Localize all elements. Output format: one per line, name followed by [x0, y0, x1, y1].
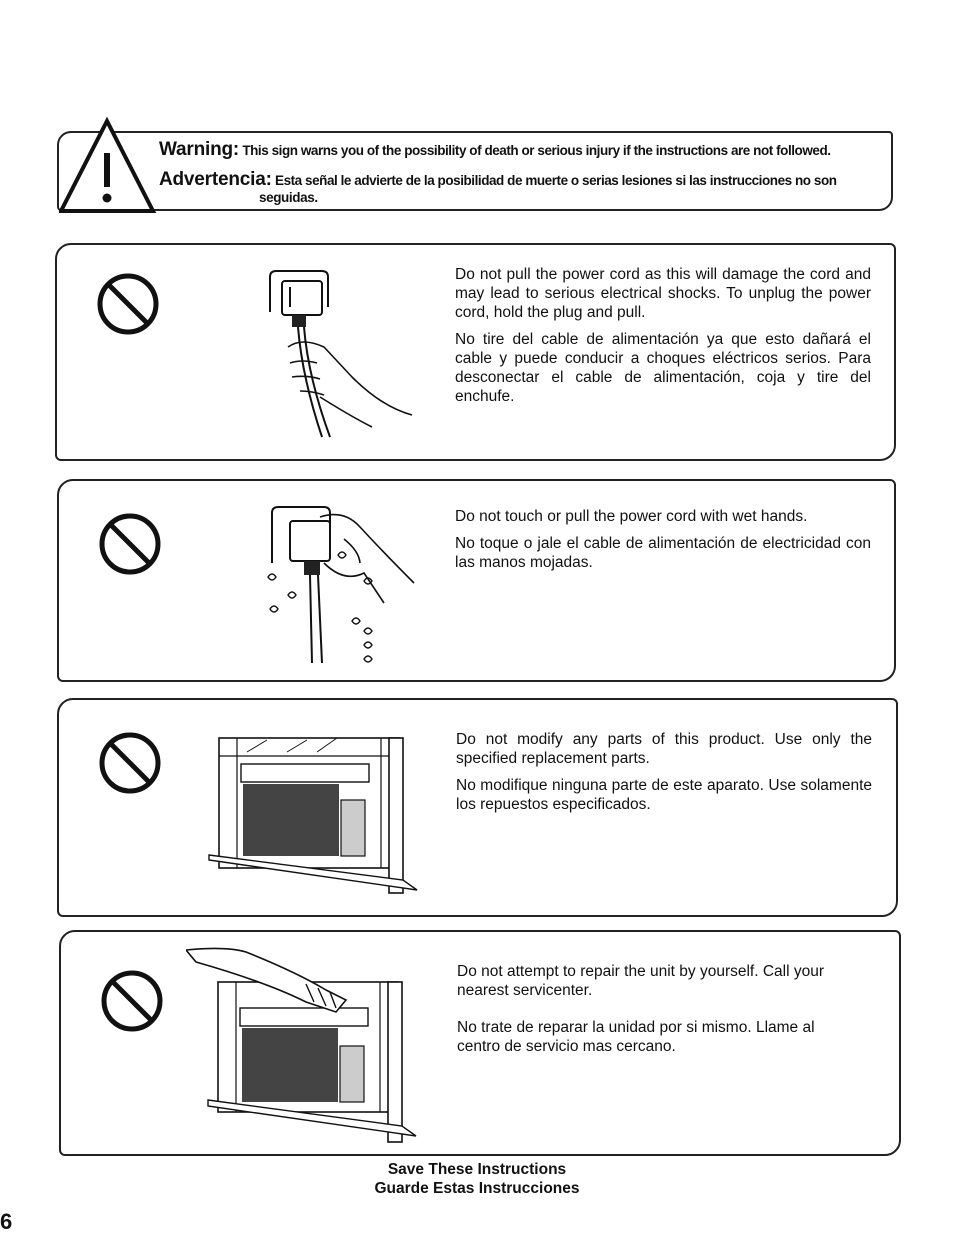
instruction-en-4: Do not attempt to repair the unit by yourself. Call your nearest servicenter. [457, 963, 825, 999]
instruction-es-2: No toque o jale el cable de alimentación de electricidad con las manos mojadas. [455, 535, 871, 571]
instruction-es-3: No modifique ninguna parte de este aparato. Use solamente los repuestos especificados. [456, 777, 872, 813]
warning-box [57, 131, 893, 211]
prohibition-icon [97, 730, 163, 796]
repair-attempt-illustration [186, 942, 431, 1147]
instruction-es-1: No tire del cable de alimentación ya que esto dañará el cable y puede conducir a choques eléctricos serios. Para desconectar el cable de alimentación, coja y tire del enchufe. [455, 331, 871, 405]
instruction-panel-1 [55, 243, 896, 461]
warning-heading-es: Advertencia: [159, 168, 272, 190]
footer-line-en: Save These Instructions [387, 1161, 567, 1178]
instruction-es-4: No trate de reparar la unidad por si mismo. Llame al centro de servicio mas cercano. [457, 1019, 815, 1055]
warning-text-es-cont: seguidas. [259, 189, 318, 205]
prohibition-icon [95, 271, 161, 337]
instruction-en-2: Do not touch or pull the power cord with wet hands. [455, 508, 808, 525]
footer [0, 1160, 954, 1198]
instruction-en-3: Do not modify any parts of this product. Use only the specified replacement parts. [456, 731, 872, 767]
prohibition-icon [99, 968, 165, 1034]
instruction-text-4 [457, 962, 857, 1064]
warning-text-en: This sign warns you of the possibility of death or serious injury if the instructions are not followed. [242, 143, 831, 158]
wet-hand-plug-illustration [264, 503, 434, 673]
warning-text-es: Esta señal le advierte de la posibilidad de muerte o serias lesiones si las instrucciones no son [275, 172, 837, 188]
warning-heading-en: Warning: [159, 139, 240, 160]
instruction-en-1: Do not pull the power cord as this will damage the cord and may lead to serious electrical shocks. To unplug the power cord, hold the plug and pull. [455, 266, 871, 321]
instruction-panel-4 [59, 930, 901, 1156]
instruction-panel-3 [57, 698, 898, 917]
footer-line-es: Guarde Estas Instrucciones [374, 1180, 580, 1197]
warning-triangle-icon [59, 113, 159, 213]
hand-pulling-plug-illustration [262, 267, 432, 442]
air-conditioner-illustration [207, 730, 422, 902]
instruction-text-3 [456, 730, 872, 822]
prohibition-icon [97, 511, 163, 577]
page-number: 6 [0, 1209, 13, 1234]
instruction-text-1 [455, 265, 871, 414]
instruction-text-2 [455, 507, 871, 580]
instruction-panel-2 [57, 479, 896, 682]
